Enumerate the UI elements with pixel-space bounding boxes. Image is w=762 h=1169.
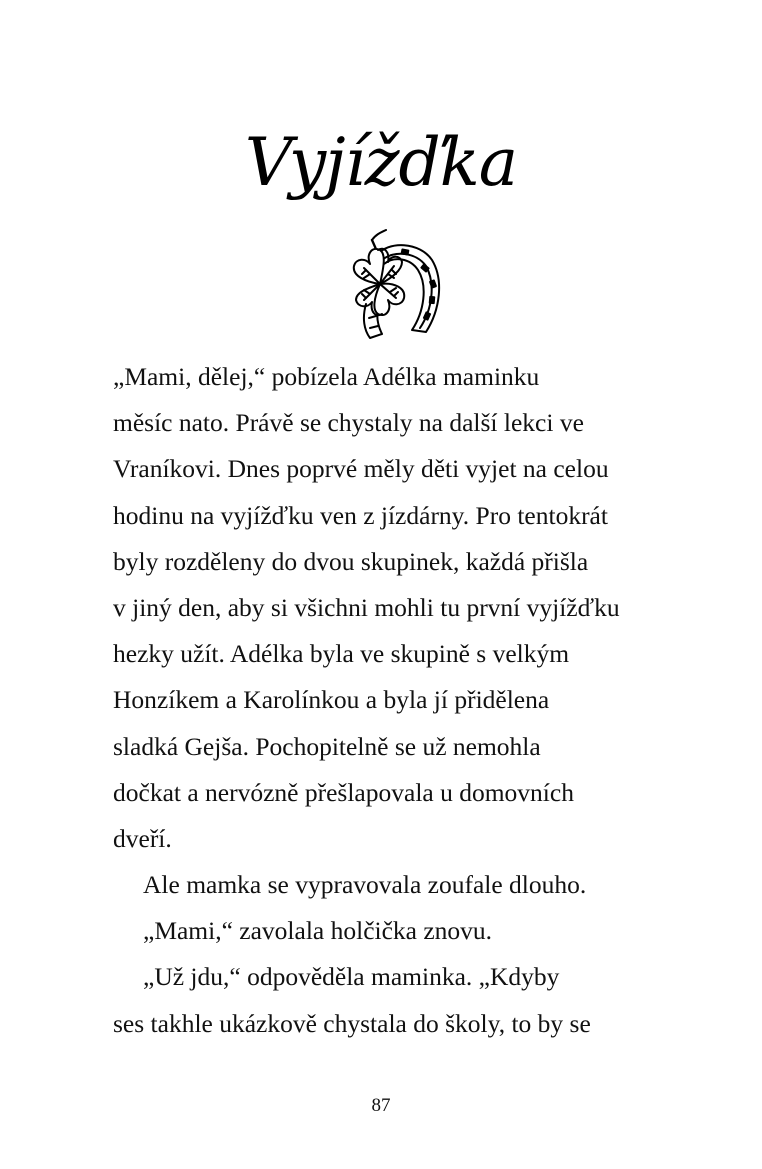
chapter-title: Vyjížďka [244,124,518,201]
text-line: dveří. [113,823,172,853]
four-leaf-clover-horseshoe-icon [336,226,448,344]
body-text [113,354,683,1047]
text-line: sladká Gejša. Pochopitelně se už nemohla [113,731,541,761]
text-line: Honzíkem a Karolínkou a byla jí přidělena [113,685,550,715]
text-line: ses takhle ukázkově chystala do školy, to by se [113,1008,591,1038]
text-line: hodinu na vyjížďku ven z jízdárny. Pro tentokrát [113,500,608,530]
text-line: hezky užít. Adélka byla ve skupině s velkým [113,639,570,669]
text-line: „Mami, dělej,“ pobízela Adélka maminku [113,362,540,391]
text-line: měsíc nato. Právě se chystaly na další lekci ve [113,408,584,438]
text-line: „Mami,“ zavolala holčička znovu. [143,916,493,946]
text-line: Vraníkovi. Dnes poprvé měly děti vyjet na celou [113,454,609,484]
page-number: 87 [371,1095,391,1116]
text-line: v jiný den, aby si všichni mohli tu první vyjížďku [113,592,620,622]
text-line: byly rozděleny do dvou skupinek, každá přišla [113,546,589,576]
text-line: Ale mamka se vypravovala zoufale dlouho. [143,870,587,900]
text-line: dočkat a nervózně přešlapovala u domovních [113,777,574,807]
text-line: „Už jdu,“ odpověděla maminka. „Kdyby [143,962,560,992]
